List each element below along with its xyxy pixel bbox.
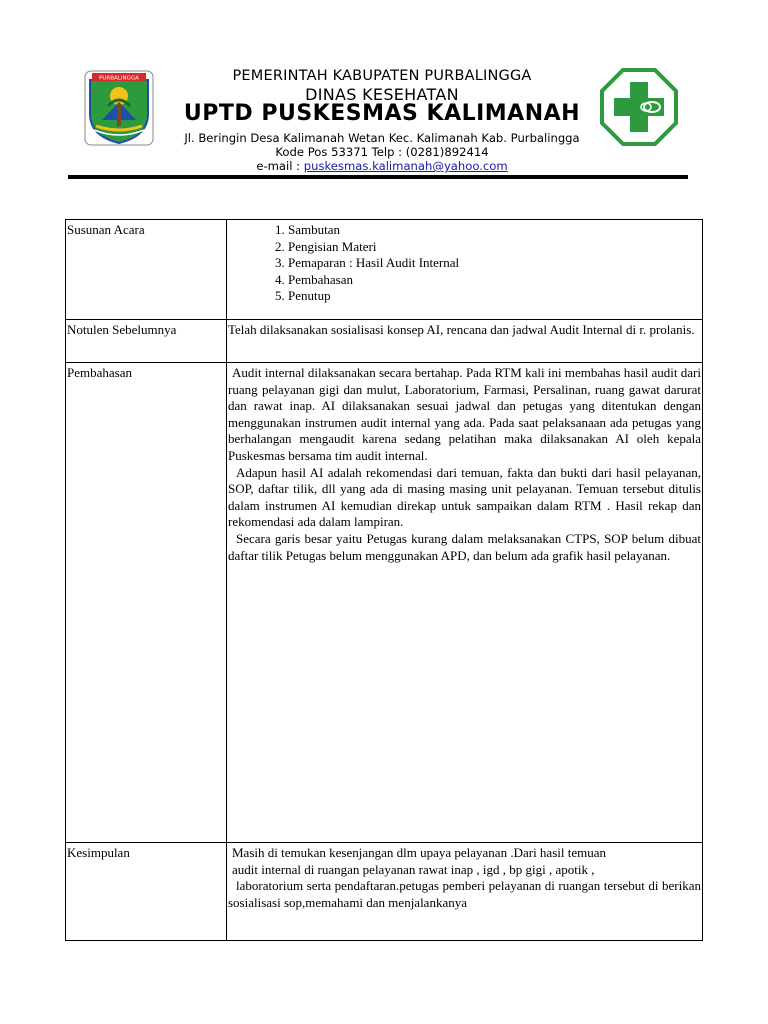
previous-minutes-text: Telah dilaksanakan sosialisasi konsep AI, rencana dan jadwal Audit Internal di r. prolanis. xyxy=(227,320,703,363)
agenda-item: 2. Pengisian Materi xyxy=(288,239,701,256)
purbalingga-emblem-logo xyxy=(84,70,154,146)
conclusion-cell xyxy=(227,843,703,941)
agenda-item: 5. Penutup xyxy=(288,288,701,305)
agenda-item: 4. Pembahasan xyxy=(288,272,701,289)
postal-phone-line: Kode Pos 53371 Telp : (0281)892414 xyxy=(275,145,489,159)
emblem-banner-text: PURBALINGGA xyxy=(99,75,139,82)
discussion-paragraph-1: Audit internal dilaksanakan secara bertahap. Pada RTM kali ini membahas hasil audit dari ruang pelayanan gigi dan mulut, Laboratorium, Farmasi, Persalinan, ruang gawat darurat dan rawat inap. AI dilaksanakan sesuai jadwal dan petugas yang ditentukan dengan menggunakan instrumen audit internal yang ada. Pada saat pelaksanaan ada petugas yang berhalangan mengaudit karena sedang pelatihan maka dilaksanakan AI oleh kepala Puskesmas bersama tim audit internal. xyxy=(228,365,701,463)
table-row xyxy=(66,363,703,843)
table-row xyxy=(66,220,703,320)
letterhead-divider xyxy=(68,175,688,179)
discussion-paragraph-2: Adapun hasil AI adalah rekomendasi dari temuan, fakta dan bukti dari hasil pelayanan, SOP, daftar tilik, dll yang ada di masing masing unit pelayanan. Temuan tersebut ditulis dalam instrumen AI kemudian direkap untuk sampaikan dalam RTM . Hasil rekap dan rekomendasi ada dalam lampiran. xyxy=(228,464,701,530)
conclusion-line-3: laboratorium serta pendaftaran.petugas pemberi pelayanan di ruangan tersebut di berikan sosialisasi sop,memahami dan menjalankanya xyxy=(228,878,701,910)
discussion-paragraph-3: Secara garis besar yaitu Petugas kurang dalam melaksanakan CTPS, SOP belum dibuat daftar tilik Petugas belum menggunakan APD, dan belum ada grafik hasil pelayanan. xyxy=(228,530,701,563)
label-notulen-sebelumnya: Notulen Sebelumnya xyxy=(66,320,227,363)
label-pembahasan: Pembahasan xyxy=(66,363,227,843)
email-label: e-mail : xyxy=(256,159,304,173)
agenda-cell xyxy=(227,220,703,320)
label-susunan-acara: Susunan Acara xyxy=(66,220,227,320)
agenda-list xyxy=(228,222,701,305)
institution-name: UPTD PUSKESMAS KALIMANAH xyxy=(183,101,581,126)
email-link[interactable]: puskesmas.kalimanah@yahoo.com xyxy=(303,159,508,173)
address-line: Jl. Beringin Desa Kalimanah Wetan Kec. Kalimanah Kab. Purbalingga xyxy=(184,131,580,145)
label-kesimpulan: Kesimpulan xyxy=(66,843,227,941)
department-name: DINAS KESEHATAN xyxy=(305,85,459,104)
conclusion-line-2: audit internal di ruangan pelayanan rawat inap , igd , bp gigi , apotik , xyxy=(232,861,595,877)
letterhead xyxy=(0,0,768,190)
agenda-item: 3. Pemaparan : Hasil Audit Internal xyxy=(288,255,701,272)
discussion-cell xyxy=(227,363,703,843)
agenda-item: 1. Sambutan xyxy=(288,222,701,239)
government-name: PEMERINTAH KABUPATEN PURBALINGGA xyxy=(232,68,532,84)
meeting-minutes-table xyxy=(65,219,703,941)
conclusion-line-1: Masih di temukan kesenjangan dlm upaya pelayanan .Dari hasil temuan xyxy=(232,845,606,860)
table-row xyxy=(66,843,703,941)
email-line xyxy=(160,159,604,173)
puskesmas-cross-logo xyxy=(600,68,678,146)
table-row xyxy=(66,320,703,363)
